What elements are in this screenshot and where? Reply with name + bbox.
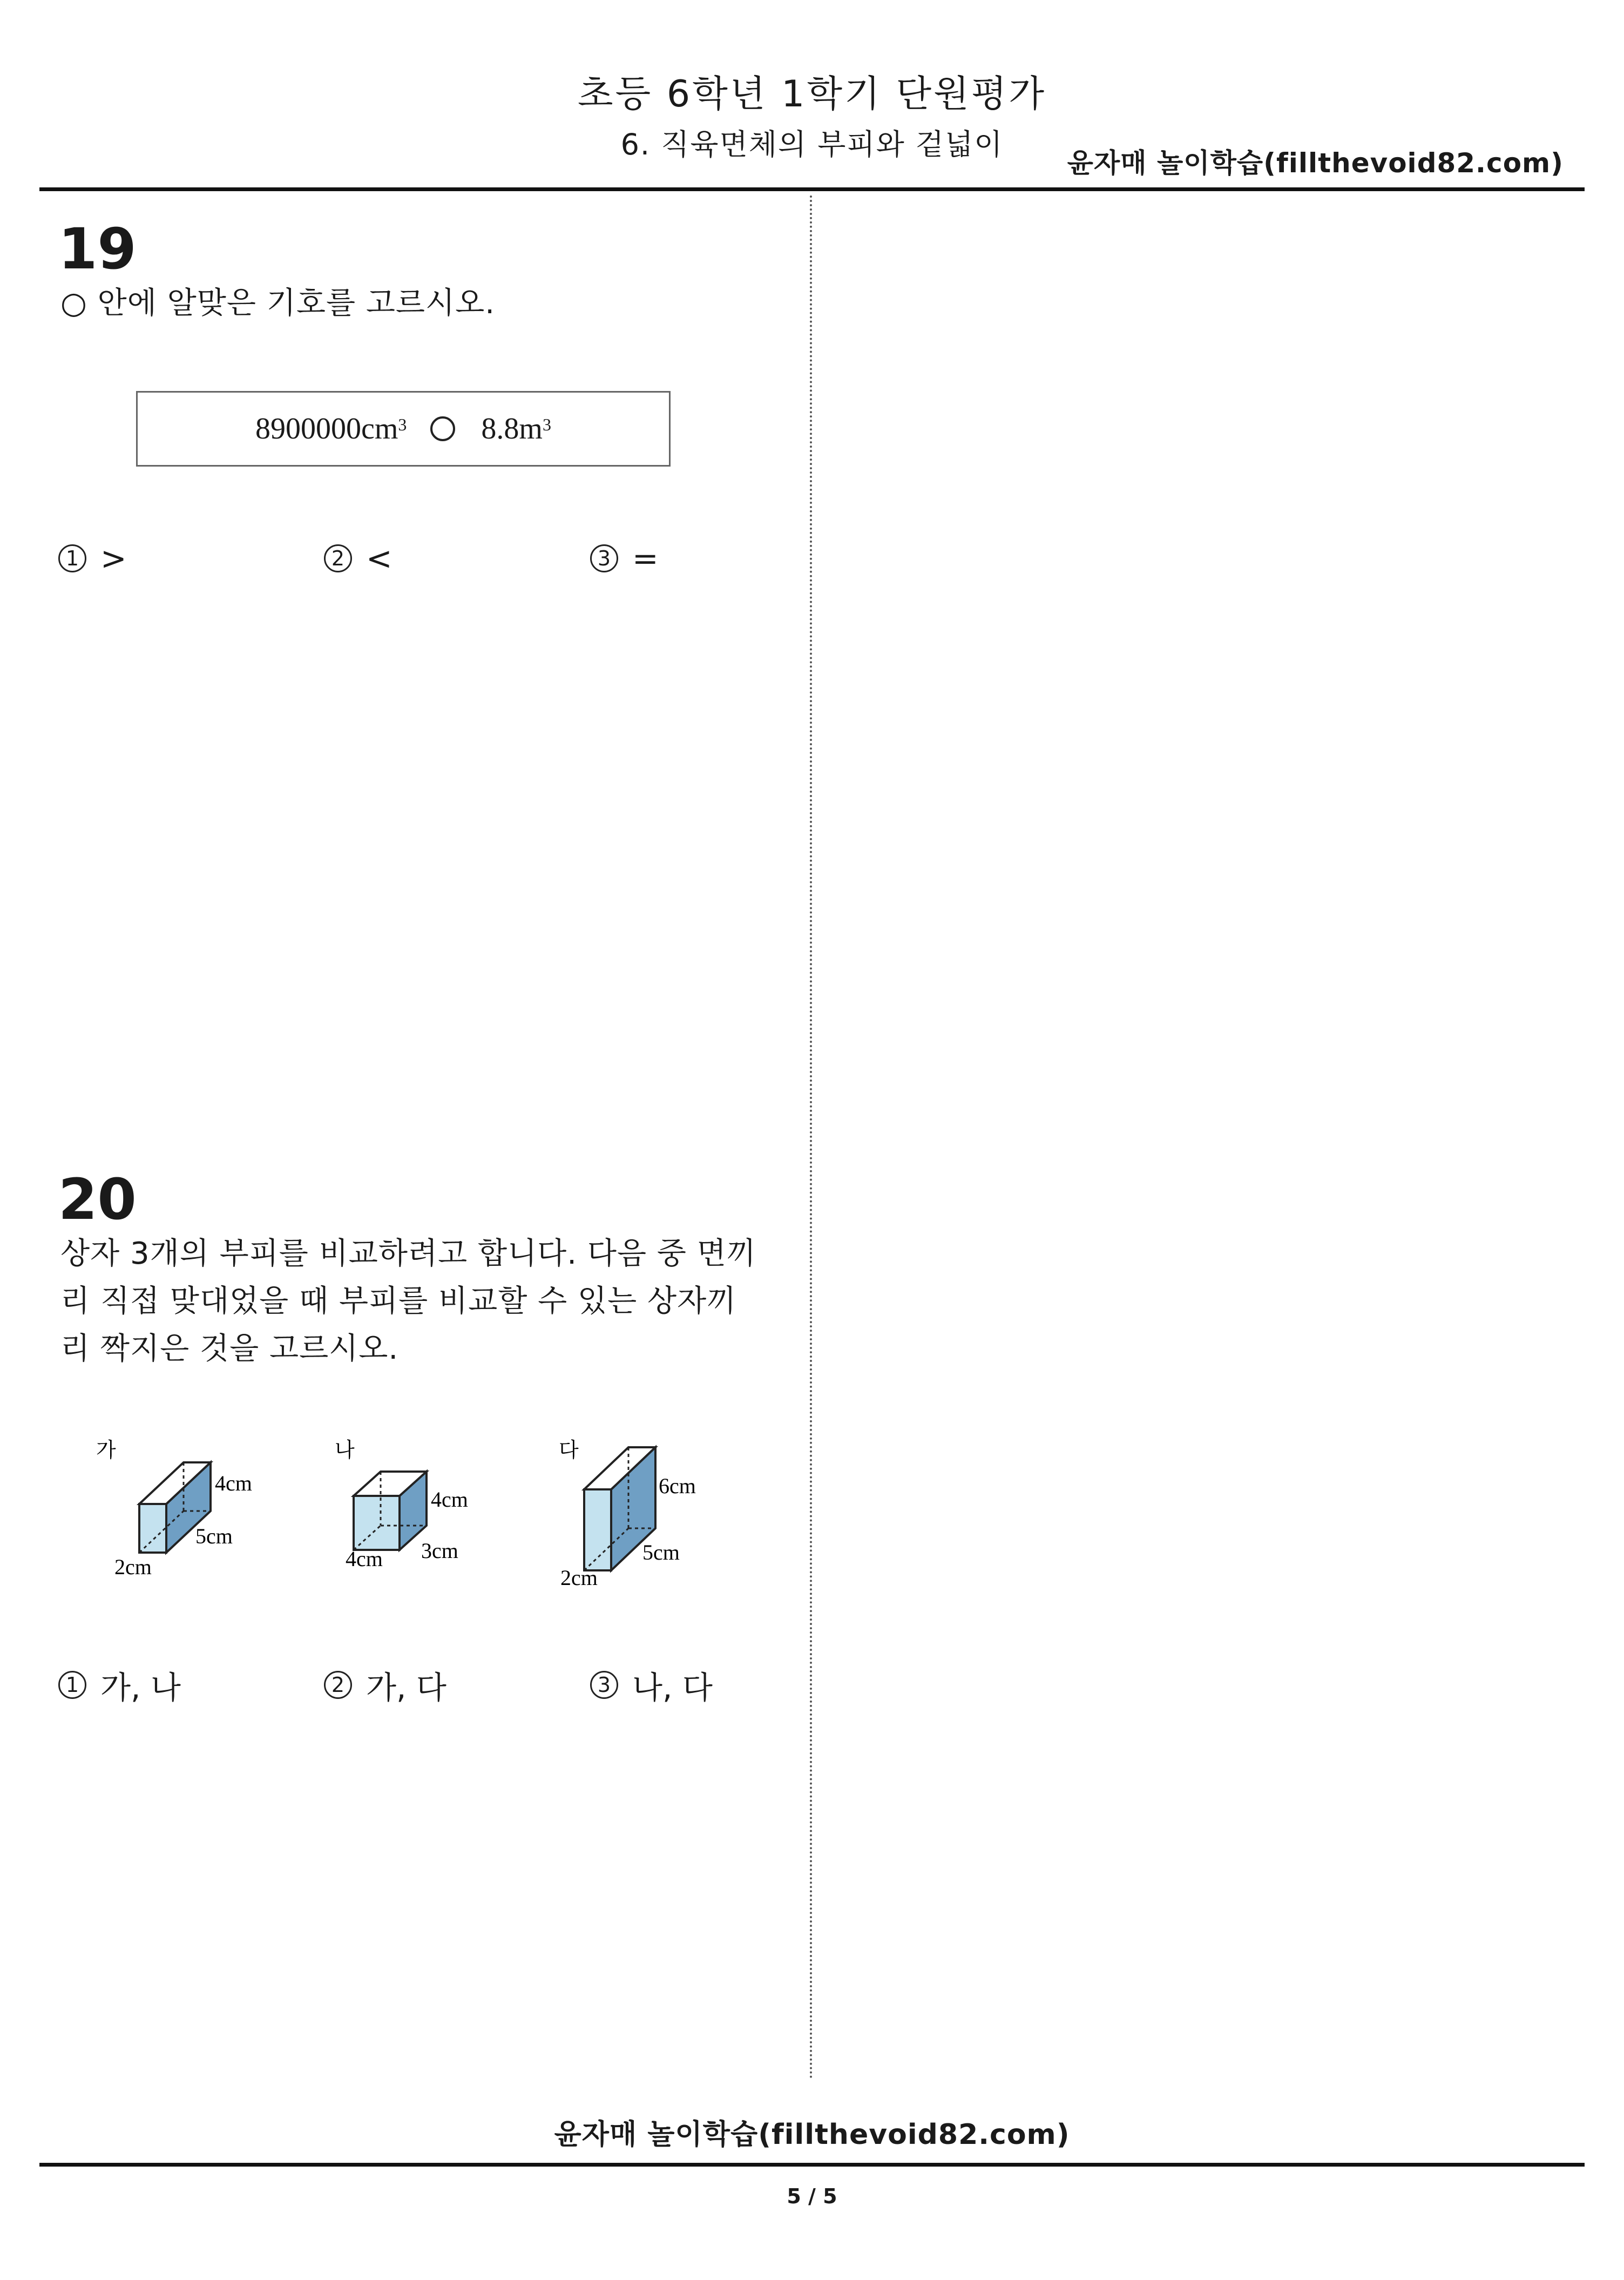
choice-number-1: 1 xyxy=(58,1671,86,1699)
box-ga-label: 가 xyxy=(96,1439,116,1462)
column-divider xyxy=(810,195,812,2080)
q20-choice-1[interactable] xyxy=(58,1662,181,1708)
blank-circle-icon xyxy=(430,416,455,441)
choice-number-3: 3 xyxy=(590,544,618,572)
box-da xyxy=(559,1439,696,1590)
header-brand: 윤자매 놀이학습(fillthevoid82.com) xyxy=(1067,147,1564,179)
page-title: 초등 6학년 1학기 단원평가 xyxy=(577,73,1047,116)
box-right-exponent: 3 xyxy=(542,414,551,434)
box-na xyxy=(335,1439,468,1571)
box-ga-height: 4cm xyxy=(215,1471,252,1495)
choice-label: 가, 나 xyxy=(100,1669,181,1706)
box-da-depth: 5cm xyxy=(642,1540,680,1564)
footer-brand: 윤자매 놀이학습(fillthevoid82.com) xyxy=(554,2119,1070,2151)
box-na-height: 4cm xyxy=(431,1487,468,1512)
choice-number-2: 2 xyxy=(324,544,352,572)
choice-number-1: 1 xyxy=(58,544,86,572)
question-19-text: ○ 안에 알맞은 기호를 고르시오. xyxy=(60,286,496,321)
boxes-figure xyxy=(81,1426,756,1604)
box-da-label: 다 xyxy=(559,1439,579,1462)
question-20-line-1: 상자 3개의 부피를 비교하려고 합니다. 다음 중 면끼 xyxy=(60,1236,756,1271)
choice-number-2: 2 xyxy=(324,1671,352,1699)
choice-number-3: 3 xyxy=(590,1671,618,1699)
header-rule xyxy=(39,187,1585,191)
box-left-value: 8900000cm xyxy=(255,412,398,446)
q19-choice-2[interactable] xyxy=(324,540,393,577)
choice-label: 나, 다 xyxy=(632,1669,713,1706)
q20-choice-3[interactable] xyxy=(590,1662,713,1708)
question-20-number: 20 xyxy=(58,1166,137,1232)
page-number: 5 / 5 xyxy=(787,2184,837,2208)
box-ga-depth: 5cm xyxy=(195,1524,233,1548)
comparison-box xyxy=(136,391,671,467)
footer-rule xyxy=(39,2163,1585,2167)
choice-label: 가, 다 xyxy=(366,1669,446,1706)
q20-choice-2[interactable] xyxy=(324,1662,446,1708)
question-19-number: 19 xyxy=(58,216,137,282)
box-ga xyxy=(96,1439,252,1579)
box-ga-width: 2cm xyxy=(114,1555,152,1579)
choice-label: < xyxy=(366,540,393,577)
q19-choice-1[interactable] xyxy=(58,540,127,577)
q19-choice-3[interactable] xyxy=(590,540,659,577)
box-right-value: 8.8m xyxy=(481,412,543,446)
box-na-depth: 3cm xyxy=(421,1539,458,1563)
question-20-line-3: 리 짝지은 것을 고르시오. xyxy=(60,1331,399,1366)
choice-label: = xyxy=(632,540,659,577)
box-na-label: 나 xyxy=(335,1439,355,1462)
box-da-width: 2cm xyxy=(560,1566,598,1590)
box-left-exponent: 3 xyxy=(398,414,407,434)
question-20-line-2: 리 직접 맞대었을 때 부피를 비교할 수 있는 상자끼 xyxy=(60,1284,737,1319)
page-subtitle: 6. 직육면체의 부피와 겉넓이 xyxy=(620,127,1004,161)
box-da-height: 6cm xyxy=(659,1474,696,1498)
choice-label: > xyxy=(100,540,127,577)
box-na-width: 4cm xyxy=(346,1547,383,1571)
